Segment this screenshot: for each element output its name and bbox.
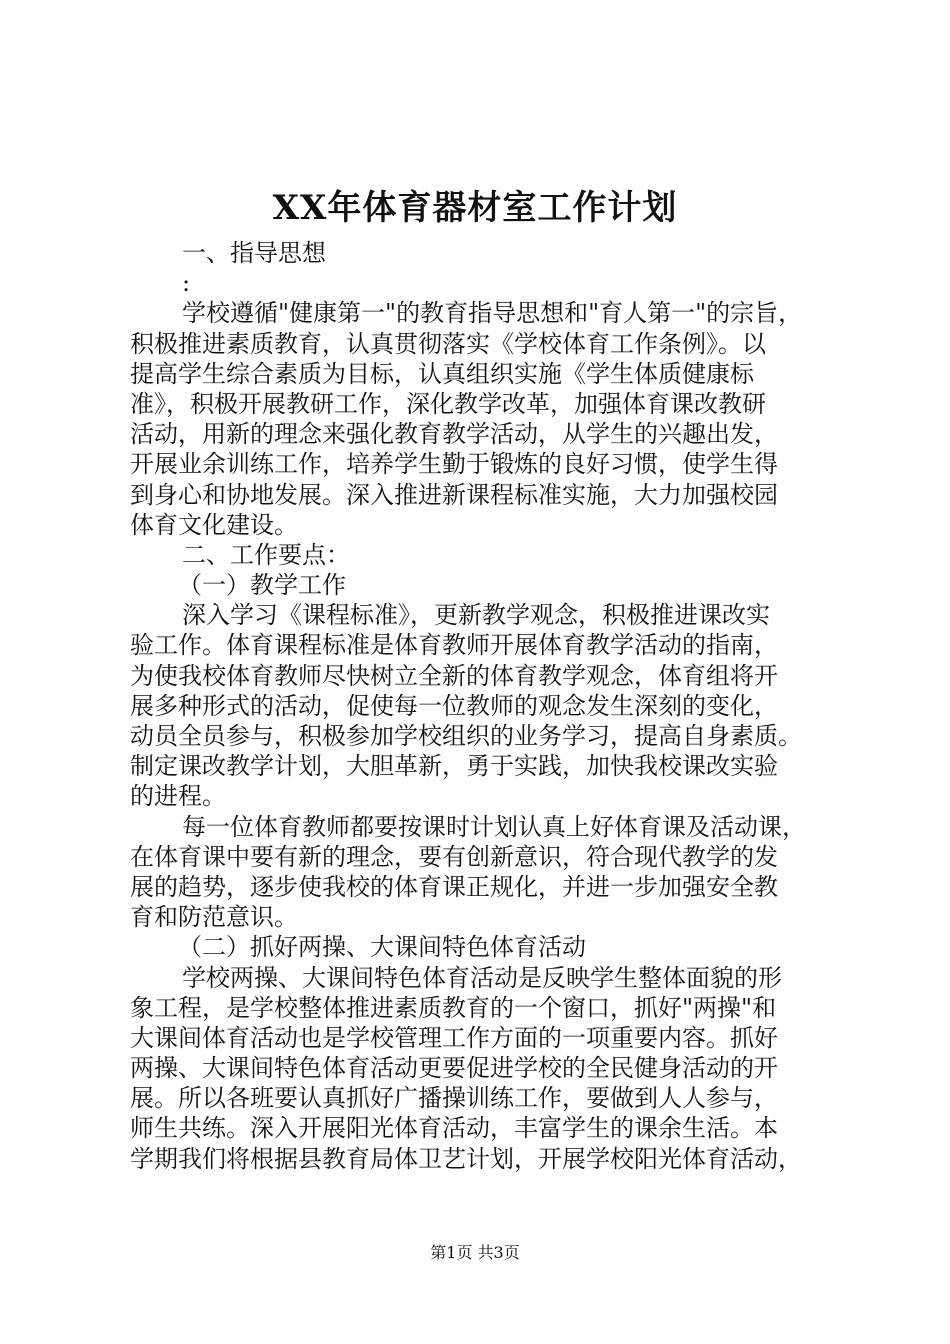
document-body: [130, 238, 830, 1174]
text-line: 活动，用新的理念来强化教育教学活动，从学生的兴趣出发，: [130, 420, 778, 449]
text-line: 育和防范意识。: [130, 903, 298, 932]
text-line: 到身心和协地发展。深入推进新课程标准实施，大力加强校园: [130, 480, 778, 509]
text-line: 两操、大课间特色体育活动更要促进学校的全民健身活动的开: [130, 1054, 778, 1083]
text-line: 象工程，是学校整体推进素质教育的一个窗口，抓好"两操"和: [130, 993, 777, 1022]
page-footer: 第1页 共3页: [430, 1243, 520, 1262]
text-line: 动员全员参与，积极参加学校组织的业务学习，提高自身素质。: [130, 722, 802, 750]
text-line: 展的趋势，逐步使我校的体育课正规化，并进一步加强安全教: [130, 872, 778, 901]
text-line: 提高学生综合素质为目标，认真组织实施《学生体质健康标: [130, 359, 754, 388]
subsection-heading: （一）教学工作: [178, 571, 346, 600]
text-line: 展。所以各班要认真抓好广播操训练工作，要做到人人参与，: [130, 1084, 778, 1113]
text-line: 师生共练。深入开展阳光体育活动，丰富学生的课余生活。本: [130, 1114, 778, 1143]
paragraph-first-line: 学校两操、大课间特色体育活动是反映学生整体面貌的形: [182, 963, 782, 992]
text-line: 展多种形式的活动，促使每一位教师的观念发生深刻的变化，: [130, 691, 778, 720]
text-line: 体育文化建设。: [130, 510, 298, 539]
text-line: 为使我校体育教师尽快树立全新的体育教学观念，体育组将开: [130, 661, 778, 690]
text-line: 开展业余训练工作，培养学生勤于锻炼的良好习惯，使学生得: [130, 450, 778, 479]
document-title: XX年体育器材室工作计划: [272, 188, 678, 228]
section-heading: 一、指导思想: [182, 239, 326, 267]
text-line: 学期我们将根据县教育局体卫艺计划，开展学校阳光体育活动，: [130, 1144, 802, 1173]
paragraph-first-line: 每一位体育教师都要按课时计划认真上好体育课及活动课，: [182, 812, 806, 841]
text-line: 准》，积极开展教研工作，深化教学改革，加强体育课改教研: [130, 389, 766, 418]
text-line: 积极推进素质教育，认真贯彻落实《学校体育工作条例》。以: [130, 329, 766, 358]
text-line: 的进程。: [130, 782, 226, 811]
text-line: :: [182, 269, 191, 298]
paragraph-first-line: 深入学习《课程标准》，更新教学观念，积极推进课改实: [182, 601, 770, 630]
text-line: 验工作。体育课程标准是体育教师开展体育教学活动的指南，: [130, 631, 778, 660]
paragraph-first-line: 学校遵循"健康第一"的教育指导思想和"育人第一"的宗旨，: [182, 299, 803, 328]
text-line: 大课间体育活动也是学校管理工作方面的一项重要内容。抓好: [130, 1023, 778, 1052]
subsection-heading: （二）抓好两操、大课间特色体育活动: [178, 933, 586, 962]
section-heading: 二、工作要点：: [182, 540, 350, 569]
text-line: 在体育课中要有新的理念，要有创新意识，符合现代教学的发: [130, 842, 778, 871]
text-line: 制定课改教学计划，大胆革新，勇于实践，加快我校课改实验: [130, 752, 778, 781]
